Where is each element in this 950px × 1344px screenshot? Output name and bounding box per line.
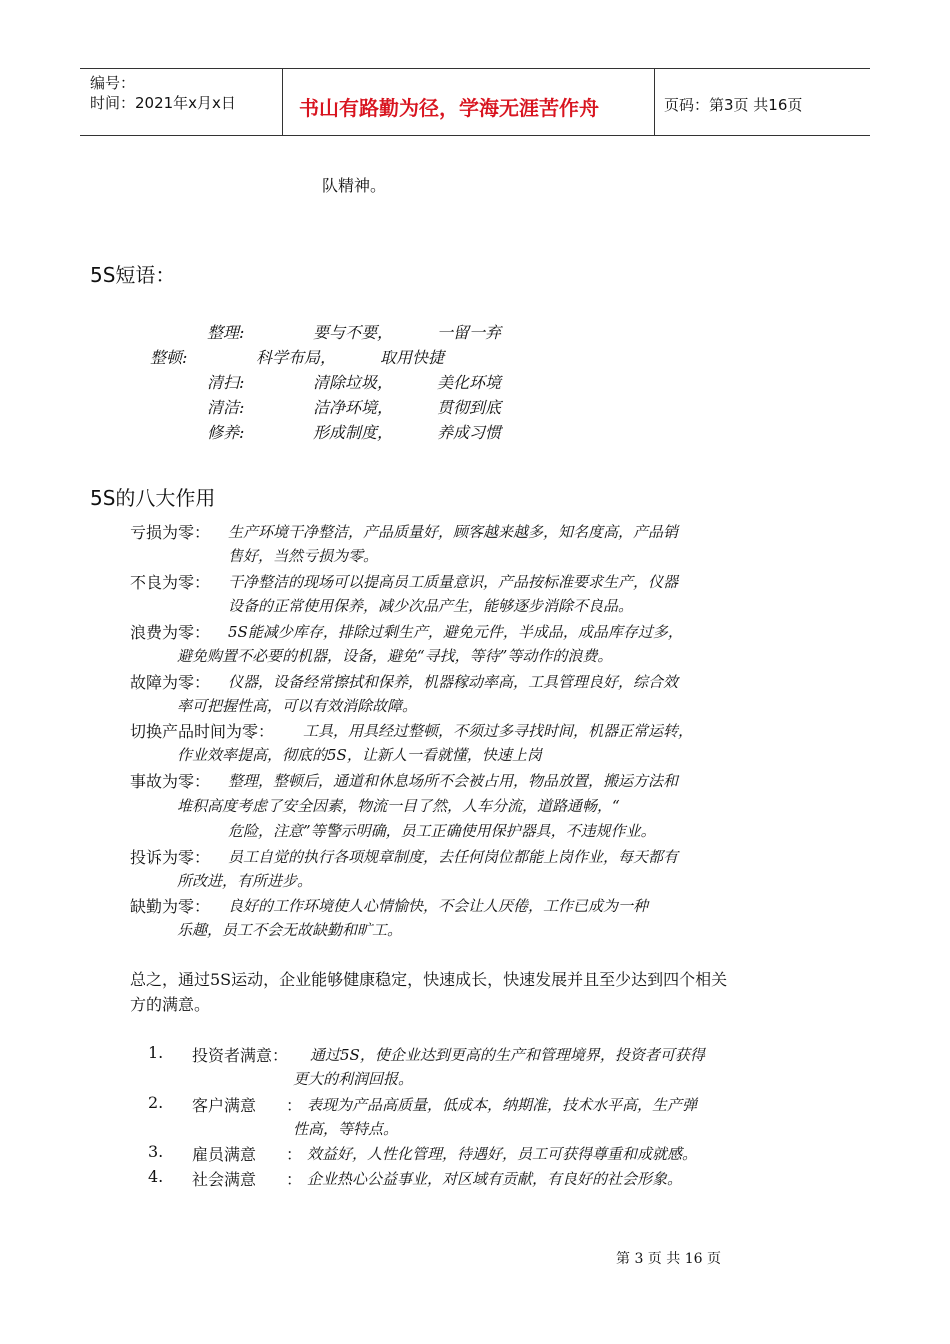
effect-text: 工具，用具经过整顿，不须过多寻找时间，机器正常运转， xyxy=(303,722,694,740)
slogan-term: 整顿: xyxy=(150,348,188,367)
slogan-phrase: 取用快捷 xyxy=(380,348,445,367)
slogan-term: 清扫: xyxy=(207,373,245,392)
slogan-phrase: 科学布局， xyxy=(256,348,337,367)
header-top-rule xyxy=(80,68,870,69)
header-motto: 书山有路勤为径，学海无涯苦作舟 xyxy=(299,96,599,120)
list-number: 2. xyxy=(148,1093,164,1112)
effect-text: 干净整洁的现场可以提高员工质量意识，产品按标准要求生产，仪器 xyxy=(228,573,679,591)
slogan-phrase: 清除垃圾， xyxy=(313,373,394,392)
summary-text: 总之，通过5S运动，企业能够健康稳定，快速成长，快速发展并且至少达到四个相关 xyxy=(130,970,728,989)
satisfaction-text: 表现为产品高质量，低成本，纳期准，技术水平高，生产弹 xyxy=(307,1096,698,1114)
satisfaction-term: 投资者满意： xyxy=(192,1046,289,1065)
satisfaction-text: 企业热心公益事业，对区域有贡献，有良好的社会形象。 xyxy=(307,1170,683,1188)
effect-term: 投诉为零： xyxy=(130,848,211,867)
summary-text: 方的满意。 xyxy=(130,995,211,1014)
satisfaction-colon: ： xyxy=(286,1096,303,1115)
slogan-term: 清洁: xyxy=(207,398,245,417)
header-bottom-rule xyxy=(80,135,870,136)
satisfaction-term: 客户满意 xyxy=(192,1096,257,1115)
effect-text: 作业效率提高，彻底的5S，让新人一看就懂，快速上岗 xyxy=(177,746,542,764)
list-number: 1. xyxy=(148,1043,164,1062)
effect-term: 浪费为零： xyxy=(130,623,211,642)
effect-text: 率可把握性高，可以有效消除故障。 xyxy=(177,697,418,715)
slogan-phrase: 洁净环境， xyxy=(313,398,394,417)
list-number: 3. xyxy=(148,1142,164,1161)
effect-text: 堆积高度考虑了安全因素，物流一目了然，人车分流，道路通畅，“ xyxy=(177,797,620,815)
effect-text: 设备的正常使用保养，减少次品产生，能够逐步消除不良品。 xyxy=(228,597,634,615)
slogan-term: 修养: xyxy=(207,423,245,442)
section-heading-effects: 5S的八大作用 xyxy=(90,486,216,510)
satisfaction-colon: ： xyxy=(286,1170,303,1189)
effect-text: 员工自觉的执行各项规章制度，去任何岗位都能上岗作业，每天都有 xyxy=(228,848,679,866)
effect-term: 不良为零： xyxy=(130,573,211,592)
effect-text: 仪器，设备经常擦拭和保养，机器稼动率高，工具管理良好，综合效 xyxy=(228,673,679,691)
effect-term: 切换产品时间为零： xyxy=(130,722,275,741)
doc-number-label: 编号： xyxy=(90,74,136,92)
effect-text: 良好的工作环境使人心情愉快，不会让人厌倦，工作已成为一种 xyxy=(228,897,649,915)
effect-text: 所改进，有所进步。 xyxy=(177,872,313,890)
satisfaction-text: 性高，等特点。 xyxy=(293,1120,399,1138)
satisfaction-term: 雇员满意 xyxy=(192,1145,257,1164)
satisfaction-text: 通过5S，使企业达到更高的生产和管理境界，投资者可获得 xyxy=(310,1046,705,1064)
header-divider xyxy=(654,68,655,136)
slogan-phrase: 养成习惯 xyxy=(437,423,502,442)
effect-text: 售好，当然亏损为零。 xyxy=(228,547,379,565)
page-footer: 第 3 页 共 16 页 xyxy=(616,1251,721,1267)
effect-text: 乐趣，员工不会无故缺勤和旷工。 xyxy=(177,921,403,939)
slogan-phrase: 要与不要， xyxy=(313,323,394,342)
effect-term: 故障为零： xyxy=(130,673,211,692)
satisfaction-text: 效益好，人性化管理，待遇好，员工可获得尊重和成就感。 xyxy=(307,1145,698,1163)
slogan-phrase: 形成制度， xyxy=(313,423,394,442)
section-heading-slogans: 5S短语： xyxy=(90,263,176,287)
list-number: 4. xyxy=(148,1167,164,1186)
effect-text: 生产环境干净整洁，产品质量好，顾客越来越多，知名度高，产品销 xyxy=(228,523,679,541)
satisfaction-text: 更大的利润回报。 xyxy=(293,1070,414,1088)
slogan-phrase: 一留一弃 xyxy=(437,323,502,342)
effect-term: 事故为零： xyxy=(130,772,211,791)
effect-text: 整理，整顿后，通道和休息场所不会被占用，物品放置，搬运方法和 xyxy=(228,772,679,790)
effect-term: 亏损为零： xyxy=(130,523,211,542)
satisfaction-term: 社会满意 xyxy=(192,1170,257,1189)
slogan-term: 整理: xyxy=(207,323,245,342)
slogan-phrase: 美化环境 xyxy=(437,373,502,392)
effect-term: 缺勤为零： xyxy=(130,897,211,916)
page-number-label: 页码：第3页 共16页 xyxy=(664,96,803,114)
slogan-phrase: 贯彻到底 xyxy=(437,398,502,417)
effect-text: 避免购置不必要的机器，设备，避免“寻找，等待”等动作的浪费。 xyxy=(177,647,613,665)
satisfaction-colon: ： xyxy=(286,1145,303,1164)
doc-date-label: 时间：2021年x月x日 xyxy=(90,94,236,112)
effect-text: 危险，注意”等警示明确，员工正确使用保护器具，不违规作业。 xyxy=(228,822,656,840)
intro-fragment: 队精神。 xyxy=(322,176,387,195)
header-divider xyxy=(282,68,283,136)
effect-text: 5S能减少库存，排除过剩生产，避免元件，半成品，成品库存过多， xyxy=(228,623,683,641)
